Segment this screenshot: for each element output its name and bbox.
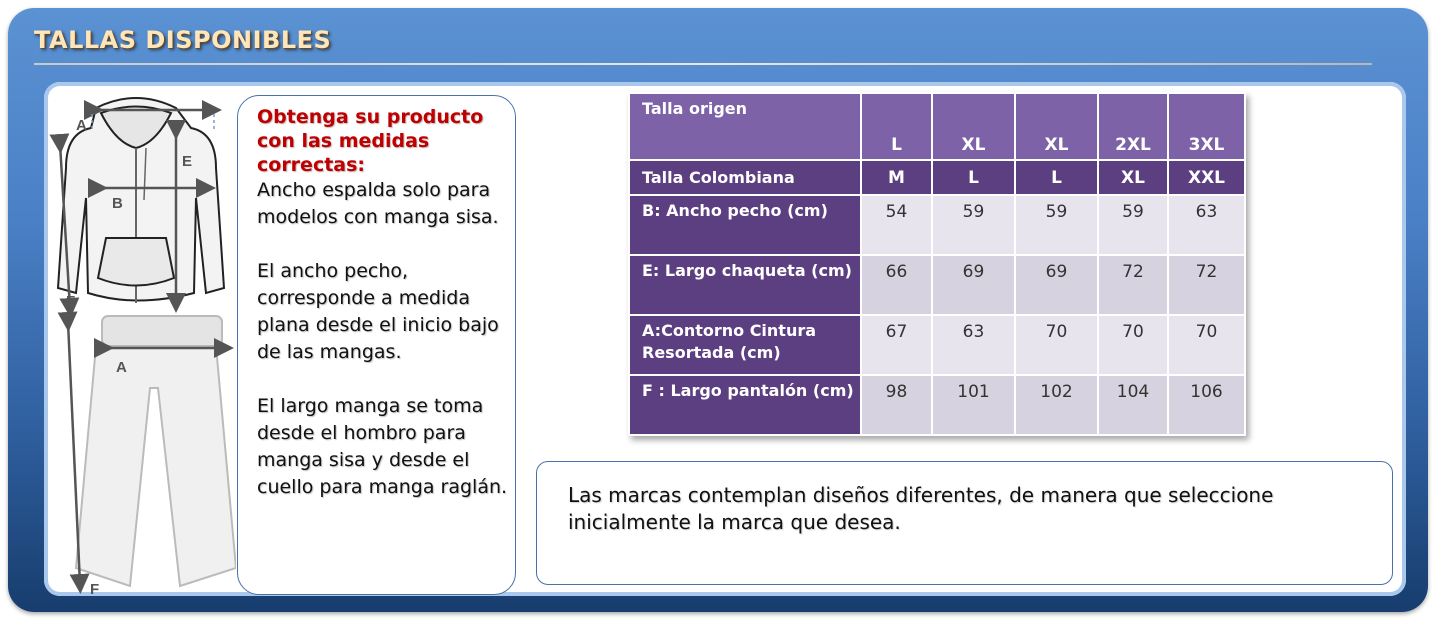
- row-label: E: Largo chaqueta (cm): [629, 255, 861, 315]
- size-table: [628, 92, 1246, 436]
- row-label: A:Contorno Cintura Resortada (cm): [629, 315, 861, 375]
- table-cell: 70: [1015, 315, 1098, 375]
- label-a-top: A: [76, 117, 87, 134]
- table-row: [629, 195, 1245, 255]
- label-e: E: [182, 153, 193, 170]
- garment-diagram: [46, 88, 236, 596]
- table-cell: 69: [932, 255, 1015, 315]
- row-label: B: Ancho pecho (cm): [629, 195, 861, 255]
- table-cell: 70: [1098, 315, 1168, 375]
- label-a-pants: A: [116, 359, 127, 376]
- table-cell: 59: [1015, 195, 1098, 255]
- colombian-size: L: [1015, 160, 1098, 195]
- origin-size: 3XL: [1168, 93, 1245, 160]
- table-cell: 59: [1098, 195, 1168, 255]
- page-title: TALLAS DISPONIBLES: [34, 26, 332, 54]
- measurement-notes: [257, 105, 519, 501]
- table-cell: 70: [1168, 315, 1245, 375]
- title-divider: [34, 63, 1372, 65]
- note-paragraph-1: Ancho espalda solo para modelos con manga sisa.: [257, 179, 499, 228]
- colombian-size: M: [861, 160, 932, 195]
- table-cell: 59: [932, 195, 1015, 255]
- table-cell: 67: [861, 315, 932, 375]
- origin-size: L: [861, 93, 932, 160]
- table-cell: 104: [1098, 375, 1168, 435]
- pants-illustration: [76, 316, 236, 586]
- label-f-pants: F: [90, 581, 100, 596]
- note-paragraph-3: El largo manga se toma desde el hombro para manga sisa y desde el cuello para manga raglán.: [257, 395, 508, 498]
- table-cell: 101: [932, 375, 1015, 435]
- colombian-size: XL: [1098, 160, 1168, 195]
- table-cell: 72: [1098, 255, 1168, 315]
- table-cell: 69: [1015, 255, 1098, 315]
- label-b: B: [112, 195, 123, 212]
- table-cell: 102: [1015, 375, 1098, 435]
- table-cell: 63: [1168, 195, 1245, 255]
- table-cell: 63: [932, 315, 1015, 375]
- table-cell: 106: [1168, 375, 1245, 435]
- colombian-size: L: [932, 160, 1015, 195]
- label-f-top: F: [66, 293, 76, 310]
- row-label: F : Largo pantalón (cm): [629, 375, 861, 435]
- table-row-colombian: [629, 160, 1245, 195]
- table-row: [629, 375, 1245, 435]
- origin-size: XL: [932, 93, 1015, 160]
- colombian-size: XXL: [1168, 160, 1245, 195]
- table-cell: 98: [861, 375, 932, 435]
- table-cell: 66: [861, 255, 932, 315]
- table-row-origin: [629, 93, 1245, 160]
- note-paragraph-2: El ancho pecho, corresponde a medida plana desde el inicio bajo de las mangas.: [257, 260, 499, 363]
- table-cell: 72: [1168, 255, 1245, 315]
- colombian-label: Talla Colombiana: [629, 160, 861, 195]
- info-text: Las marcas contemplan diseños diferentes, de manera que seleccione inicialmente la marca que desea.: [568, 483, 1274, 534]
- origin-size: XL: [1015, 93, 1098, 160]
- notes-heading: Obtenga su producto con las medidas correctas:: [257, 106, 484, 176]
- table-row: [629, 315, 1245, 375]
- origin-label: Talla origen: [629, 93, 861, 160]
- table-row: [629, 255, 1245, 315]
- table-cell: 54: [861, 195, 932, 255]
- origin-size: 2XL: [1098, 93, 1168, 160]
